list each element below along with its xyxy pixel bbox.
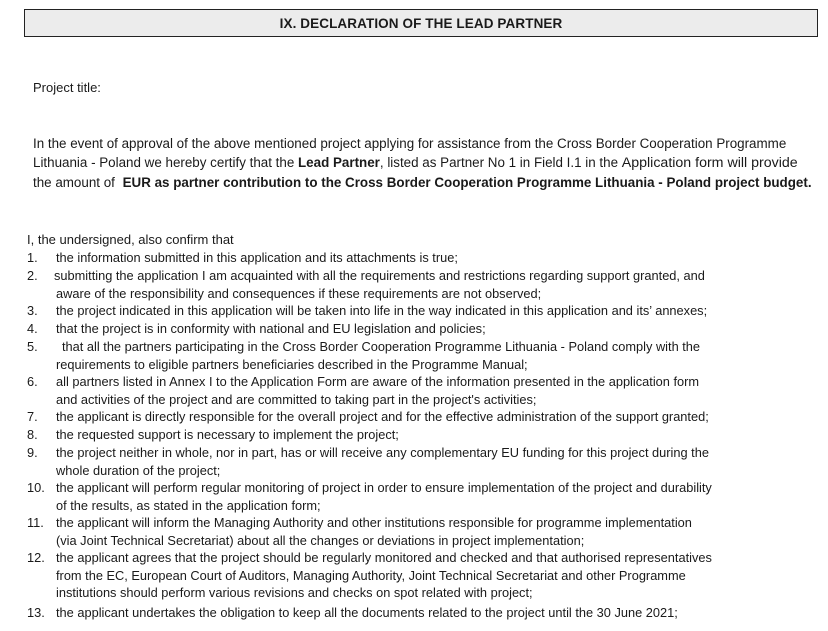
- approval-text-1: In the event of approval of the above mentioned project applying for assistance from the Cross Border Cooperation Programme Lithuania - Poland we hereby certify that the: [33, 136, 787, 170]
- list-item-number: 5.: [27, 339, 38, 354]
- list-item-number: 12.: [27, 550, 45, 565]
- approval-text-2: , listed as Partner No 1 in Field I.1 in the: [379, 155, 622, 170]
- lead-partner-text: Lead Partner: [298, 155, 380, 170]
- list-item-number: 10.: [27, 480, 45, 495]
- list-item-text: the project neither in whole, nor in part, has or will receive any complementary EU funding for this project during the: [56, 445, 709, 460]
- section-title: IX. DECLARATION OF THE LEAD PARTNER: [279, 15, 563, 31]
- list-item-number: 13.: [27, 605, 45, 620]
- list-item-text: that the project is in conformity with national and EU legislation and policies;: [56, 321, 486, 336]
- list-item-number: 6.: [27, 374, 38, 389]
- list-item-number: 1.: [27, 250, 38, 265]
- list-item-text: and activities of the project and are committed to taking part in the project's activities;: [56, 391, 537, 407]
- list-item-text: submitting the application I am acquainted with all the requirements and restrictions regarding support granted, and: [54, 268, 705, 283]
- list-item-text: the applicant will perform regular monitoring of project in order to ensure implementation of the project and durability: [56, 480, 712, 495]
- project-title-label: Project title:: [33, 80, 101, 95]
- list-item-text: all partners listed in Annex I to the Application Form are aware of the information presented in the application form: [56, 374, 700, 389]
- undersigned-intro: I, the undersigned, also confirm that: [27, 232, 234, 247]
- list-item-text: the requested support is necessary to implement the project;: [56, 427, 399, 442]
- list-item-text: aware of the responsibility and consequences if these requirements are not observed;: [56, 285, 542, 301]
- list-item-number: 4.: [27, 321, 38, 336]
- list-item-text: requirements to eligible partners beneficiaries described in the Programme Manual;: [56, 356, 528, 372]
- approval-text-3: Application form will provide: [621, 155, 798, 171]
- approval-bold-tail: EUR as partner contribution to the Cross Border Cooperation Programme Lithuania - Poland project budget.: [122, 175, 812, 190]
- list-item-text: the project indicated in this application will be taken into life in the way indicated in this application and its’ annexes;: [56, 303, 708, 318]
- approval-text-4: the amount of: [33, 175, 119, 190]
- section-header: [24, 9, 818, 37]
- list-item-number: 3.: [27, 303, 38, 318]
- list-item-number: 11.: [27, 515, 44, 530]
- list-item-text: that all the partners participating in the Cross Border Cooperation Programme Lithuania - Poland comply with the: [62, 339, 701, 354]
- list-item-number: 9.: [27, 445, 38, 460]
- list-item-text: institutions should perform various revisions and checks on spot related with project;: [56, 585, 533, 600]
- list-item-text: whole duration of the project;: [56, 462, 221, 478]
- list-item-text: the applicant will inform the Managing Authority and other institutions responsible for programme implementation: [56, 515, 692, 530]
- list-item-number: 2.: [27, 268, 38, 283]
- list-item-text: the applicant undertakes the obligation to keep all the documents related to the project until the 30 June 2021;: [56, 605, 678, 620]
- list-item-text: from the EC, European Court of Auditors, Managing Authority, Joint Technical Secretariat and other Programme: [56, 567, 686, 583]
- list-item-text: the applicant agrees that the project should be regularly monitored and checked and that authorised representatives: [56, 550, 712, 565]
- list-item-text: the information submitted in this application and its attachments is true;: [56, 250, 458, 265]
- list-item-text: of the results, as stated in the application form;: [56, 497, 321, 513]
- list-item-text: (via Joint Technical Secretariat) about all the changes or deviations in project implementation;: [56, 532, 585, 548]
- list-item-text: the applicant is directly responsible for the overall project and for the effective administration of the support granted;: [56, 409, 709, 424]
- list-item-number: 8.: [27, 427, 38, 442]
- list-item-number: 7.: [27, 409, 38, 424]
- approval-paragraph: [33, 134, 818, 192]
